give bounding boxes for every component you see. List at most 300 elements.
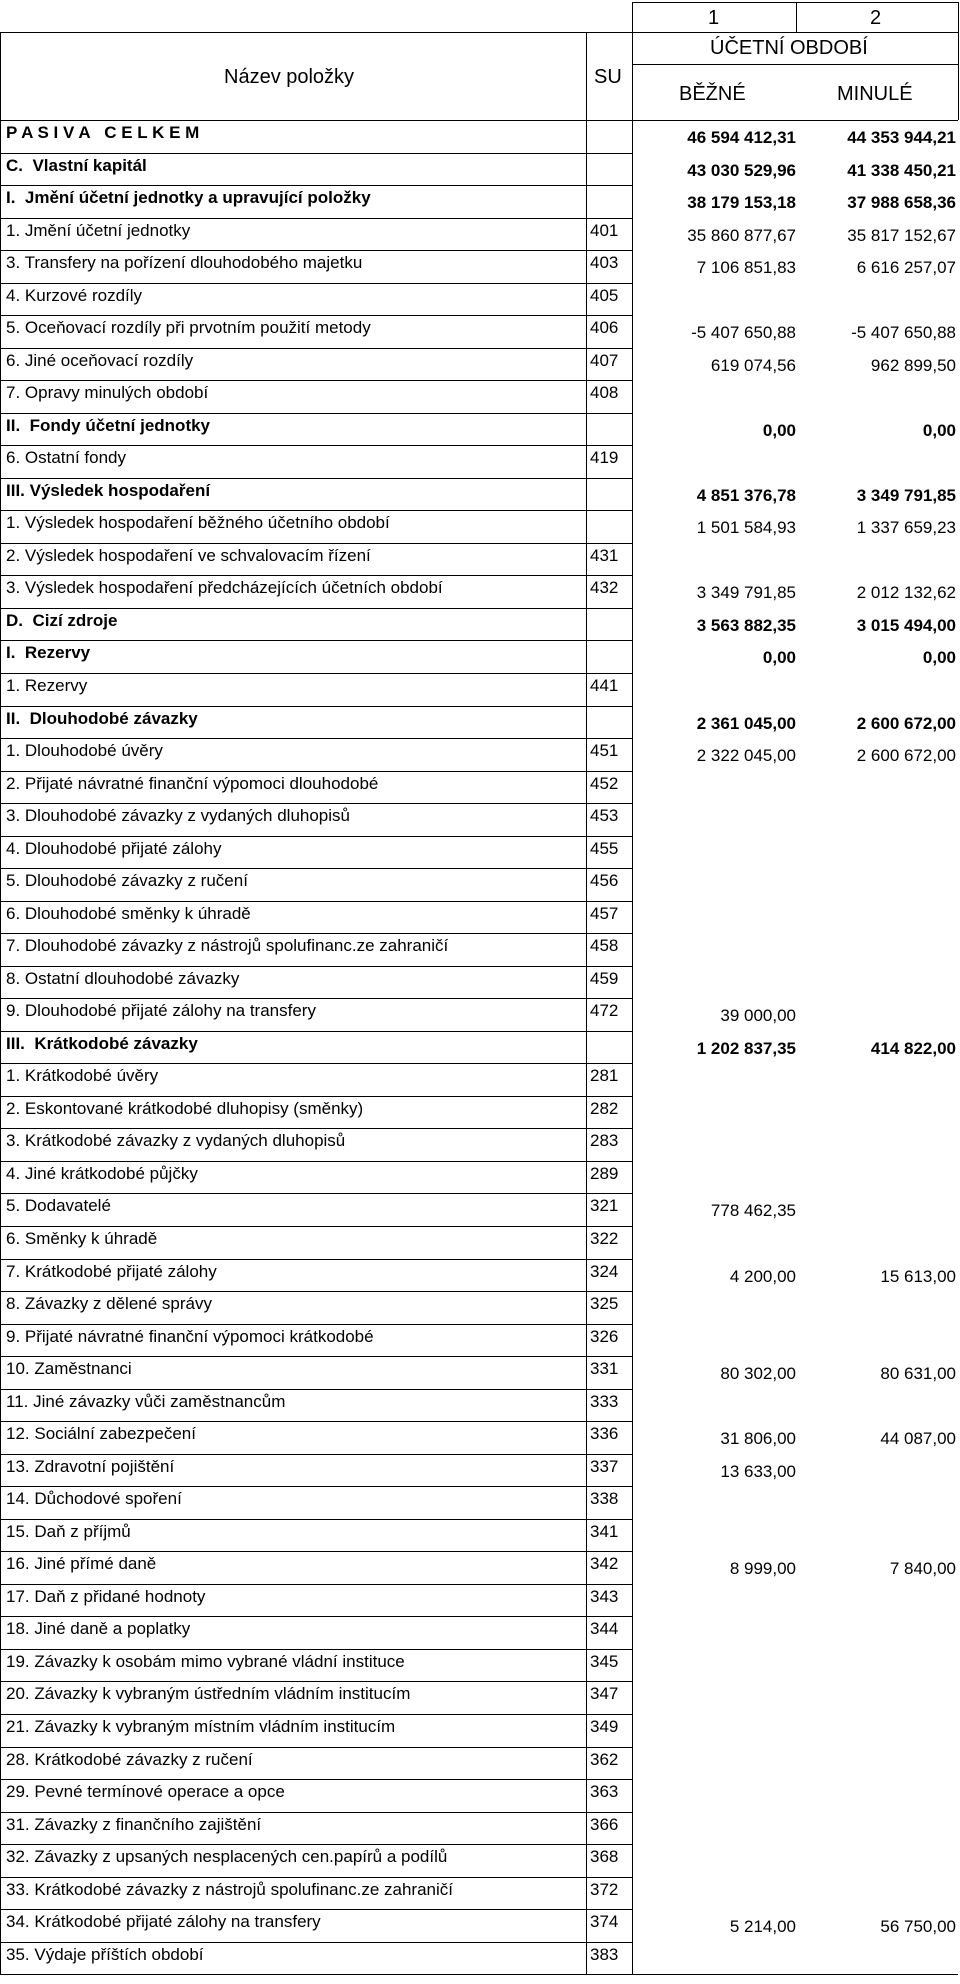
table-row (0, 413, 960, 445)
row-previous-value: 3 349 791,85 (856, 485, 956, 505)
row-item-name: 18. Jiné daně a poplatky (6, 1619, 191, 1639)
row-su-code: 405 (590, 285, 619, 305)
table-row (0, 771, 960, 803)
row-su-code: 341 (590, 1521, 619, 1541)
row-line (0, 803, 632, 804)
row-su-code: 344 (590, 1619, 619, 1639)
row-previous-value (798, 1844, 956, 1876)
row-current-value: 3 349 791,85 (696, 583, 796, 603)
header-su-divider (586, 32, 587, 120)
row-line (0, 1128, 632, 1129)
row-current-value (632, 1161, 796, 1193)
table-row (0, 1161, 960, 1193)
previous-period-header: MINULÉ (837, 83, 913, 105)
row-su-code: 401 (590, 220, 619, 240)
row-previous-value (798, 1291, 956, 1323)
row-su-code (590, 153, 630, 185)
row-previous-value (798, 836, 956, 868)
row-line (0, 413, 632, 414)
table-row (0, 1291, 960, 1323)
row-line (0, 1779, 632, 1780)
row-item-name: 10. Zaměstnanci (6, 1359, 132, 1379)
row-su-code: 408 (590, 383, 619, 403)
table-row (0, 933, 960, 965)
table-row (0, 1454, 960, 1486)
row-su-code: 366 (590, 1814, 619, 1834)
table-row (0, 608, 960, 640)
header-divider-left (632, 2, 633, 120)
row-item-name: 5. Dodavatelé (6, 1196, 111, 1216)
row-su-code: 374 (590, 1912, 619, 1932)
table-row (0, 1812, 960, 1844)
row-line (0, 1909, 632, 1910)
row-su-code: 458 (590, 936, 619, 956)
row-item-name: 21. Závazky k vybraným místním vládním institucím (6, 1716, 396, 1736)
row-line (0, 1584, 632, 1585)
row-previous-value: 41 338 450,21 (847, 160, 956, 180)
row-item-name: 31. Závazky z finančního zajištění (6, 1814, 262, 1834)
row-line (0, 1812, 632, 1813)
row-su-code: 459 (590, 968, 619, 988)
row-current-value: 2 361 045,00 (696, 713, 796, 733)
row-current-value (632, 1324, 796, 1356)
row-line (0, 575, 632, 576)
row-previous-value (798, 673, 956, 705)
row-line (0, 640, 632, 641)
row-current-value: 13 633,00 (720, 1461, 796, 1481)
row-line (0, 1259, 632, 1260)
row-line (0, 1096, 632, 1097)
row-previous-value (798, 1063, 956, 1095)
row-current-value: 31 806,00 (720, 1429, 796, 1449)
row-su-code: 456 (590, 871, 619, 891)
row-previous-value (798, 1681, 956, 1713)
row-current-value (632, 868, 796, 900)
row-su-code (590, 706, 630, 738)
row-item-name: 16. Jiné přímé daně (6, 1554, 157, 1574)
row-current-value (632, 380, 796, 412)
row-su-code: 453 (590, 806, 619, 826)
row-line (0, 1519, 632, 1520)
row-current-value (632, 1616, 796, 1648)
row-line (0, 1942, 632, 1943)
row-current-value: 0,00 (762, 420, 796, 440)
row-previous-value: 56 750,00 (880, 1917, 956, 1937)
row-su-code (590, 510, 630, 542)
row-line (0, 1844, 632, 1845)
row-current-value (632, 1812, 796, 1844)
row-current-value: 1 202 837,35 (696, 1038, 796, 1058)
row-item-name: III. Výsledek hospodaření (6, 480, 211, 500)
row-current-value (632, 673, 796, 705)
row-item-name: 5. Oceňovací rozdíly při prvotním použití metody (6, 318, 371, 338)
table-row (0, 1942, 960, 1974)
row-line (0, 966, 632, 967)
row-item-name: I. Jmění účetní jednotky a upravující položky (6, 188, 371, 208)
row-item-name: I. Rezervy (6, 643, 91, 663)
row-line (0, 315, 632, 316)
row-previous-value (798, 1389, 956, 1421)
row-line (0, 348, 632, 349)
row-item-name: 15. Daň z příjmů (6, 1521, 131, 1541)
table-row (0, 1844, 960, 1876)
row-line (0, 445, 632, 446)
row-previous-value: 44 353 944,21 (847, 128, 956, 147)
row-item-name: 7. Krátkodobé přijaté zálohy (6, 1261, 217, 1281)
table-row (0, 1421, 960, 1453)
row-su-code: 457 (590, 903, 619, 923)
row-previous-value (798, 1584, 956, 1616)
table-row (0, 1031, 960, 1063)
row-line (0, 1649, 632, 1650)
table-row (0, 998, 960, 1030)
row-current-value: 7 106 851,83 (696, 258, 796, 278)
row-line (0, 868, 632, 869)
row-su-code: 407 (590, 350, 619, 370)
table-row (0, 1128, 960, 1160)
row-item-name: 1. Dlouhodobé úvěry (6, 741, 163, 761)
row-item-name: 7. Dlouhodobé závazky z nástrojů spolufinanc.ze zahraničí (6, 936, 449, 956)
row-su-code: 362 (590, 1749, 619, 1769)
row-su-code: 431 (590, 545, 619, 565)
header-line-2 (632, 64, 958, 65)
row-current-value: 2 322 045,00 (696, 746, 796, 766)
row-current-value (632, 1877, 796, 1909)
row-line (0, 120, 632, 121)
table-row (0, 1877, 960, 1909)
row-current-value (632, 1779, 796, 1811)
row-previous-value: 0,00 (922, 420, 956, 440)
row-line (0, 153, 632, 154)
row-current-value (632, 1486, 796, 1518)
table-row (0, 1324, 960, 1356)
table-bottom-line (632, 1974, 958, 1975)
row-line (0, 738, 632, 739)
row-previous-value: 35 817 152,67 (847, 225, 956, 245)
row-current-value: 4 851 376,78 (696, 485, 796, 505)
table-row (0, 120, 960, 152)
row-current-value (632, 1291, 796, 1323)
row-previous-value: 44 087,00 (880, 1429, 956, 1449)
header-bottom-line (632, 120, 958, 121)
table-row (0, 1584, 960, 1616)
table-row (0, 901, 960, 933)
row-current-value (632, 803, 796, 835)
row-previous-value: 962 899,50 (870, 355, 956, 375)
row-previous-value (798, 1942, 956, 1974)
row-previous-value: -5 407 650,88 (851, 323, 956, 343)
row-previous-value (798, 1128, 956, 1160)
table-row (0, 543, 960, 575)
row-item-name: 6. Dlouhodobé směnky k úhradě (6, 903, 251, 923)
row-item-name: 19. Závazky k osobám mimo vybrané vládní instituce (6, 1651, 405, 1671)
row-previous-value (798, 1486, 956, 1518)
row-item-name: 32. Závazky z upsaných nesplacených cen.papírů a podílů (6, 1847, 448, 1867)
row-su-code: 324 (590, 1261, 619, 1281)
row-line (0, 1616, 632, 1617)
row-previous-value: 414 822,00 (870, 1038, 956, 1058)
row-su-code (590, 640, 630, 672)
row-current-value (632, 1714, 796, 1746)
row-item-name: III. Krátkodobé závazky (6, 1033, 198, 1053)
row-item-name: 4. Dlouhodobé přijaté zálohy (6, 838, 222, 858)
row-current-value (632, 543, 796, 575)
row-item-name: 12. Sociální zabezpečení (6, 1424, 196, 1444)
row-current-value: 778 462,35 (710, 1201, 796, 1221)
header-divider-right (958, 2, 959, 120)
row-line (0, 1974, 632, 1975)
row-su-code: 347 (590, 1684, 619, 1704)
row-su-code: 472 (590, 1001, 619, 1021)
row-previous-value (798, 1161, 956, 1193)
row-line (0, 608, 632, 609)
row-line (0, 1193, 632, 1194)
table-row (0, 153, 960, 185)
row-previous-value (798, 283, 956, 315)
row-current-value: 43 030 529,96 (687, 160, 796, 180)
row-item-name: 6. Ostatní fondy (6, 448, 127, 468)
row-current-value (632, 771, 796, 803)
table-row (0, 803, 960, 835)
row-su-code (590, 120, 630, 152)
table-row (0, 868, 960, 900)
row-previous-value: 2 600 672,00 (856, 746, 956, 766)
row-su-code: 281 (590, 1066, 619, 1086)
row-previous-value: 37 988 658,36 (847, 193, 956, 213)
row-item-name: 28. Krátkodobé závazky z ručení (6, 1749, 253, 1769)
row-current-value (632, 1942, 796, 1974)
row-line (0, 706, 632, 707)
table-row (0, 1714, 960, 1746)
row-item-name: C. Vlastní kapitál (6, 155, 147, 175)
row-previous-value (798, 1324, 956, 1356)
table-row (0, 1096, 960, 1128)
row-previous-value (798, 933, 956, 965)
table-row (0, 706, 960, 738)
row-current-value (632, 1096, 796, 1128)
row-previous-value (798, 1519, 956, 1551)
accounting-period-label: ÚČETNÍ OBDOBÍ (710, 37, 868, 59)
table-row (0, 1519, 960, 1551)
row-current-value: 46 594 412,31 (687, 128, 796, 147)
table-row (0, 1649, 960, 1681)
table-row (0, 836, 960, 868)
row-su-code: 322 (590, 1229, 619, 1249)
row-line (0, 283, 632, 284)
row-current-value (632, 1519, 796, 1551)
row-previous-value (798, 1779, 956, 1811)
row-previous-value (798, 1714, 956, 1746)
row-current-value (632, 1584, 796, 1616)
row-current-value: 3 563 882,35 (696, 615, 796, 635)
row-su-code: 345 (590, 1651, 619, 1671)
row-item-name: 35. Výdaje příštích období (6, 1944, 204, 1964)
table-row (0, 1226, 960, 1258)
row-line (0, 380, 632, 381)
row-line (0, 1747, 632, 1748)
row-item-name: 20. Závazky k vybraným ústředním vládním institucím (6, 1684, 411, 1704)
row-line (0, 1681, 632, 1682)
row-previous-value (798, 543, 956, 575)
row-line (0, 1356, 632, 1357)
row-current-value (632, 1681, 796, 1713)
row-previous-value (798, 1877, 956, 1909)
row-line (0, 1389, 632, 1390)
row-su-code: 419 (590, 448, 619, 468)
row-item-name: 1. Rezervy (6, 676, 88, 695)
row-su-code: 326 (590, 1326, 619, 1346)
row-current-value (632, 1226, 796, 1258)
table-row (0, 218, 960, 250)
row-item-name: 14. Důchodové spoření (6, 1489, 182, 1509)
row-item-name: 3. Dlouhodobé závazky z vydaných dluhopisů (6, 806, 350, 826)
row-previous-value (798, 1096, 956, 1128)
row-item-name: 7. Opravy minulých období (6, 383, 209, 403)
row-item-name: 5. Dlouhodobé závazky z ručení (6, 871, 248, 891)
row-su-code: 349 (590, 1716, 619, 1736)
su-divider (586, 120, 587, 1974)
column-number-2: 2 (870, 7, 882, 29)
row-line (0, 218, 632, 219)
row-su-code: 432 (590, 578, 619, 598)
table-row (0, 1909, 960, 1941)
row-item-name: 8. Ostatní dlouhodobé závazky (6, 968, 240, 988)
table-row (0, 250, 960, 282)
row-current-value (632, 1063, 796, 1095)
row-su-code: 406 (590, 318, 619, 338)
row-previous-value: 2 012 132,62 (856, 583, 956, 603)
table-row (0, 575, 960, 607)
table-row (0, 738, 960, 770)
row-su-code: 282 (590, 1098, 619, 1118)
row-item-name: 1. Jmění účetní jednotky (6, 220, 191, 240)
row-current-value (632, 1389, 796, 1421)
row-item-name: D. Cizí zdroje (6, 610, 118, 630)
row-item-name: 33. Krátkodobé závazky z nástrojů spolufinanc.ze zahraničí (6, 1879, 453, 1899)
row-item-name: P A S I V A C E L K E M (6, 123, 200, 142)
row-previous-value (798, 1812, 956, 1844)
row-previous-value: 2 600 672,00 (856, 713, 956, 733)
row-su-code: 383 (590, 1944, 619, 1964)
row-item-name: 8. Závazky z dělené správy (6, 1294, 212, 1314)
row-current-value (632, 966, 796, 998)
row-previous-value: 1 337 659,23 (856, 518, 956, 538)
table-row (0, 1681, 960, 1713)
table-row (0, 1747, 960, 1779)
row-current-value: 39 000,00 (720, 1006, 796, 1026)
table-row (0, 478, 960, 510)
row-su-code: 333 (590, 1391, 619, 1411)
table-row (0, 185, 960, 217)
table-row (0, 640, 960, 672)
row-previous-value (798, 1226, 956, 1258)
row-su-code: 441 (590, 676, 619, 695)
row-item-name: 3. Krátkodobé závazky z vydaných dluhopisů (6, 1131, 346, 1151)
row-item-name: 6. Jiné oceňovací rozdíly (6, 350, 194, 370)
row-previous-value: 6 616 257,07 (856, 258, 956, 278)
row-item-name: 3. Transfery na pořízení dlouhodobého majetku (6, 253, 363, 273)
header-line-1 (0, 32, 958, 33)
row-previous-value (798, 1649, 956, 1681)
row-item-name: 6. Směnky k úhradě (6, 1229, 158, 1249)
table-row (0, 673, 960, 705)
row-line (0, 250, 632, 251)
row-su-code: 338 (590, 1489, 619, 1509)
table-row (0, 966, 960, 998)
row-previous-value (798, 1454, 956, 1486)
row-line (0, 1031, 632, 1032)
row-item-name: 4. Kurzové rozdíly (6, 285, 143, 305)
row-current-value: 38 179 153,18 (687, 193, 796, 213)
row-current-value (632, 1128, 796, 1160)
row-previous-value (798, 901, 956, 933)
row-current-value: 80 302,00 (720, 1364, 796, 1384)
table-row (0, 510, 960, 542)
column-number-1: 1 (708, 7, 720, 29)
row-previous-value (798, 1747, 956, 1779)
table-row (0, 348, 960, 380)
row-current-value (632, 1747, 796, 1779)
row-line (0, 1161, 632, 1162)
row-line (0, 543, 632, 544)
row-item-name: 4. Jiné krátkodobé půjčky (6, 1163, 198, 1183)
left-border (0, 32, 1, 1974)
row-current-value: 5 214,00 (729, 1917, 796, 1937)
header-divider-mid (796, 2, 797, 32)
header-top-line (632, 2, 958, 3)
row-su-code (590, 1031, 630, 1063)
su-header: SU (594, 66, 622, 88)
row-item-name: 1. Výsledek hospodaření běžného účetního období (6, 513, 390, 533)
row-line (0, 185, 632, 186)
row-line (0, 1063, 632, 1064)
row-su-code: 321 (590, 1196, 619, 1216)
row-su-code (590, 413, 630, 445)
row-current-value: 4 200,00 (729, 1266, 796, 1286)
table-row (0, 1616, 960, 1648)
item-name-header: Název položky (224, 66, 355, 88)
row-item-name: 1. Krátkodobé úvěry (6, 1066, 159, 1086)
row-current-value (632, 445, 796, 477)
row-line (0, 1421, 632, 1422)
row-previous-value (798, 868, 956, 900)
table-row (0, 1551, 960, 1583)
table-row (0, 1389, 960, 1421)
row-su-code: 337 (590, 1456, 619, 1476)
row-su-code: 372 (590, 1879, 619, 1899)
row-item-name: 2. Výsledek hospodaření ve schvalovacím řízení (6, 545, 371, 565)
row-current-value (632, 1649, 796, 1681)
row-su-code (590, 478, 630, 510)
row-line (0, 1714, 632, 1715)
row-previous-value (798, 380, 956, 412)
row-su-code: 403 (590, 253, 619, 273)
row-su-code: 363 (590, 1782, 619, 1802)
row-line (0, 1324, 632, 1325)
row-su-code: 331 (590, 1359, 619, 1379)
row-previous-value: 80 631,00 (880, 1364, 956, 1384)
table-row (0, 1193, 960, 1225)
row-previous-value: 0,00 (922, 648, 956, 668)
row-current-value (632, 901, 796, 933)
row-su-code (590, 608, 630, 640)
row-current-value (632, 836, 796, 868)
row-previous-value (798, 445, 956, 477)
row-previous-value (798, 803, 956, 835)
row-item-name: II. Fondy účetní jednotky (6, 415, 211, 435)
row-line (0, 1551, 632, 1552)
table-row (0, 315, 960, 347)
